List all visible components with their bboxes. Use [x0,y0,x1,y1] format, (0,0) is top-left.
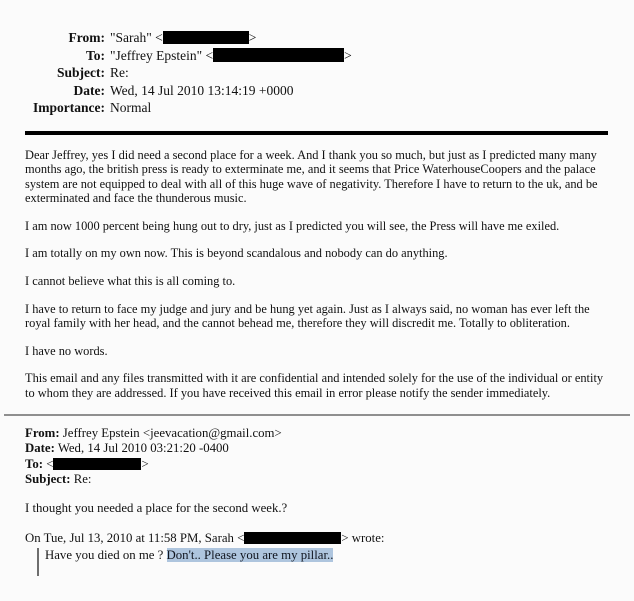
header-row-importance [25,99,608,117]
email-paragraph: Dear Jeffrey, yes I did need a second place for a week. And I thank you so much, but just as I predicted many many months ago, the british press is ready to exterminate me, and it seems that Price WaterhouseCoopers and the palace system are not equipped to deal with all of this huge wave of negativity. Therefore I have to return to the uk, and be exterminated and face the thunderous music. [25,147,598,206]
from-value-suffix: > [248,30,257,45]
email-body [25,148,608,401]
quoted-header-row-subject [25,472,608,488]
from-value: "Sarah" < [110,30,163,45]
separator-thick [25,131,608,135]
redaction-bar [213,48,344,62]
header-row-subject [25,64,608,82]
to-value-suffix: > [141,456,149,471]
to-label: To: [25,456,44,471]
header-row-to [25,47,608,65]
date-value: Wed, 14 Jul 2010 13:14:19 +0000 [110,82,294,98]
email-paragraph: I have no words. [25,343,108,358]
reply-text: I thought you needed a place for the second week.? [25,500,288,515]
subject-value: Re: [73,472,92,487]
quoted-email-header [25,426,608,488]
quote-attribution [25,531,608,546]
importance-value: Normal [110,100,152,115]
date-value: Wed, 14 Jul 2010 03:21:20 -0400 [57,441,229,456]
to-value: "Jeffrey Epstein" < [110,47,214,63]
from-label: From: [25,425,60,440]
from-label: From: [68,30,105,45]
email-paragraph: I am totally on my own now. This is beyond scandalous and nobody can do anything. [25,246,448,261]
redaction-bar [163,31,249,44]
to-value: < [46,456,54,471]
email-header [25,29,608,117]
quoted-header-row-to [25,457,608,473]
email-paragraph: This email and any files transmitted with it are confidential and intended solely for the use of the individual or entity to whom they are addressed. If you have received this email in error please notify the sender immediately. [25,371,604,401]
email-paragraph: I have to return to face my judge and jury and be hung yet again. Just as I always said, no woman has ever left the royal family with her head, and the cannot behead me, therefore they will discredit me. Totally to obliteration. [25,301,590,331]
redaction-bar [244,532,341,544]
subject-label: Subject: [57,65,105,80]
importance-label: Importance: [33,100,105,115]
header-row-from [25,29,608,47]
from-value: Jeffrey Epstein <jeevacation@gmail.com> [62,425,282,440]
subject-value: Re: [110,65,129,80]
header-row-date [25,82,608,100]
email-paragraph: I am now 1000 percent being hung out to dry, just as I predicted you will see, the Press will have me exiled. [25,218,560,233]
selected-text: Don't.. Please you are my pillar.. [166,547,334,562]
to-value-suffix: > [344,47,352,63]
quoted-header-row-from [25,426,608,442]
quoted-message [37,548,608,576]
quoted-text: Have you died on me ? [45,547,167,562]
quoted-header-row-date [25,441,608,457]
to-label: To: [85,47,105,63]
date-label: Date: [25,441,55,456]
subject-label: Subject: [25,472,71,487]
attribution-text: On Tue, Jul 13, 2010 at 11:58 PM, Sarah < [25,530,245,545]
attribution-suffix: > wrote: [341,530,385,545]
email-paragraph: I cannot believe what this is all coming to. [25,274,236,289]
date-label: Date: [73,82,105,98]
redaction-bar [53,458,141,470]
separator-thin [4,414,630,416]
